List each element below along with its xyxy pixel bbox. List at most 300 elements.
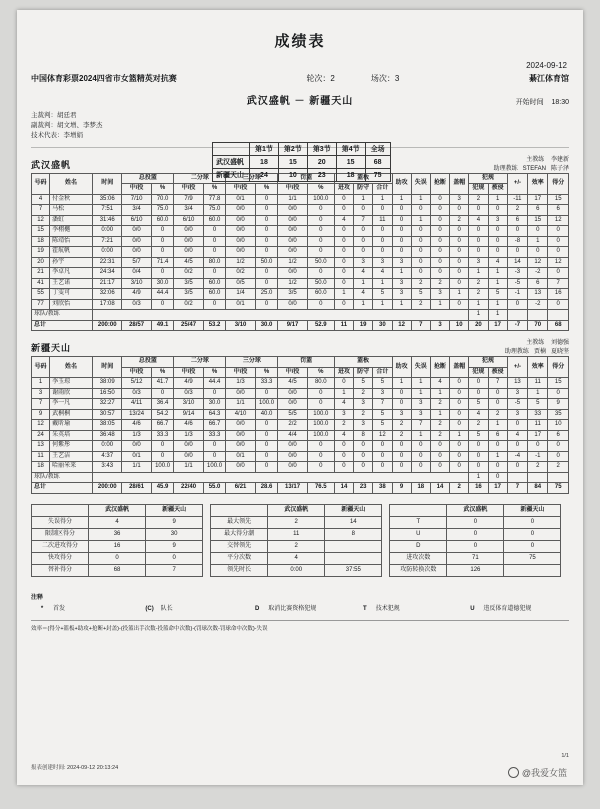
cell-fgp: 54.2 — [151, 409, 174, 420]
h2-fg: 总投篮 — [122, 357, 174, 368]
h-blk: 盖帽 — [450, 173, 469, 194]
cell-stl: 0 — [430, 451, 449, 462]
sum-cell-a: 2 — [268, 516, 325, 528]
cell-threep: 0 — [255, 194, 278, 205]
table-header-row — [213, 143, 391, 156]
sum-cell-a: 36 — [89, 528, 146, 540]
cell-pm: -11 — [507, 194, 527, 205]
cell-pm: 0 — [507, 299, 527, 310]
cell-fgp: 100.0 — [151, 462, 174, 473]
cell-blk: 0 — [450, 409, 469, 420]
table-header-row — [32, 504, 203, 516]
cell-fgp: 0 — [151, 451, 174, 462]
table-row — [32, 420, 569, 431]
sum-cell-label: 平分次数 — [211, 552, 268, 564]
h2-drb: 防守 — [354, 367, 373, 378]
referee-assistants: 副裁判：胡文增、李梦杰 — [31, 122, 103, 130]
legend-text: 首发 — [53, 605, 66, 612]
away-assistant-2: 夏晓坚 — [550, 348, 569, 355]
cell-pm: -4 — [507, 451, 527, 462]
cell-pm: -3 — [507, 268, 527, 279]
cell-ft: 5/5 — [278, 409, 307, 420]
cell-three: 0/0 — [226, 430, 255, 441]
cell-min: 16:50 — [93, 388, 122, 399]
cell-ast: 0 — [392, 441, 411, 452]
staff-row-empty — [507, 472, 527, 483]
totals-drb: 23 — [354, 483, 373, 494]
cell-no: 9 — [32, 409, 50, 420]
h-2p-ma: 中/投 — [174, 184, 203, 195]
round-label: 轮次：2 — [306, 74, 335, 83]
cell-trb: 7 — [373, 399, 392, 410]
totals-ftp: 76.5 — [307, 483, 334, 494]
sb-q4-0: 15 — [336, 156, 365, 169]
cell-to: 0 — [411, 268, 430, 279]
cell-ast: 3 — [392, 257, 411, 268]
cell-to: 0 — [411, 236, 430, 247]
cell-name: 谢雨欣 — [50, 388, 93, 399]
cell-ftp: 0 — [307, 268, 334, 279]
cell-to: 1 — [411, 430, 430, 441]
cell-threep: 0 — [255, 278, 278, 289]
cell-drb: 3 — [354, 399, 373, 410]
cell-three: 0/1 — [226, 194, 255, 205]
h2-eff: 效率 — [528, 357, 548, 378]
cell-fg: 5/12 — [122, 378, 151, 389]
h-ft-ma: 中/投 — [278, 184, 307, 195]
cell-ft: 0/0 — [278, 299, 307, 310]
cell-trb: 0 — [373, 451, 392, 462]
totals-row — [32, 320, 569, 331]
sum-cell-a: 71 — [447, 552, 504, 564]
cell-orb: 0 — [334, 299, 353, 310]
cell-ast: 0 — [392, 215, 411, 226]
table-row — [211, 552, 382, 564]
staff-row-blank — [93, 310, 469, 321]
cell-three: 4/10 — [226, 409, 255, 420]
cell-threep: 0 — [255, 205, 278, 216]
cell-ast: 0 — [392, 205, 411, 216]
sum-cell-a: 0 — [447, 516, 504, 528]
cell-ftp: 100.0 — [307, 430, 334, 441]
totals-pm: -7 — [507, 320, 527, 331]
staff-row-empty — [548, 472, 569, 483]
cell-fgp: 0 — [151, 247, 174, 258]
sum-header — [390, 504, 447, 516]
cell-ftp: 0 — [307, 462, 334, 473]
cell-two: 0/0 — [174, 226, 203, 237]
staff-row-pf: 1 — [469, 310, 488, 321]
weibo-icon — [508, 767, 519, 778]
cell-threep: 0 — [255, 441, 278, 452]
totals-to: 7 — [411, 320, 430, 331]
cell-eff: -1 — [528, 451, 548, 462]
cell-ft: 0/0 — [278, 441, 307, 452]
cell-drb: 1 — [354, 278, 373, 289]
staff-row-empty — [528, 472, 548, 483]
cell-eff: 15 — [528, 215, 548, 226]
cell-drb: 4 — [354, 289, 373, 300]
cell-pts: 15 — [548, 194, 569, 205]
cell-blk: 0 — [450, 257, 469, 268]
sb-total-0: 68 — [365, 156, 390, 169]
cell-two: 0/0 — [174, 451, 203, 462]
cell-three: 0/0 — [226, 205, 255, 216]
table-row — [32, 378, 569, 389]
h2-3p-ma: 中/投 — [226, 367, 255, 378]
h-reb: 篮板 — [334, 173, 392, 184]
sb-h-0 — [213, 143, 250, 156]
cell-orb: 2 — [334, 420, 353, 431]
h-stl: 抢断 — [430, 173, 449, 194]
sum-cell-label: 限制区得分 — [32, 528, 89, 540]
cell-pts: 12 — [548, 215, 569, 226]
sum-header — [211, 504, 268, 516]
cell-pf: 1 — [469, 268, 488, 279]
legend-text: 违反体育道德犯规 — [483, 605, 532, 612]
cell-fgp: 71.4 — [151, 257, 174, 268]
cell-pts: 0 — [548, 388, 569, 399]
cell-twop: 0 — [203, 388, 226, 399]
sum-cell-a: 11 — [268, 528, 325, 540]
cell-pf: 0 — [469, 247, 488, 258]
cell-trb: 0 — [373, 226, 392, 237]
cell-three: 1/3 — [226, 378, 255, 389]
cell-drb: 0 — [354, 205, 373, 216]
cell-ft: 1/2 — [278, 257, 307, 268]
officials-list — [31, 111, 569, 141]
h-ast: 助攻 — [392, 173, 411, 194]
totals-pts: 75 — [548, 483, 569, 494]
cell-eff: 11 — [528, 378, 548, 389]
cell-three: 0/5 — [226, 278, 255, 289]
totals-fgp: 45.9 — [151, 483, 174, 494]
cell-fgp: 30.0 — [151, 278, 174, 289]
sum-header — [32, 504, 89, 516]
home-head-coach: 李建新 — [550, 157, 569, 164]
sum-cell-b: 0 — [146, 552, 203, 564]
sum-cell-label: 最大得分潮 — [211, 528, 268, 540]
cell-eff: 1 — [528, 236, 548, 247]
cell-pf: 4 — [469, 215, 488, 226]
cell-to: 0 — [411, 451, 430, 462]
cell-threep: 100.0 — [255, 399, 278, 410]
cell-orb: 0 — [334, 451, 353, 462]
totals-fg: 28/61 — [122, 483, 151, 494]
cell-two: 1/1 — [174, 462, 203, 473]
cell-twop: 0 — [203, 268, 226, 279]
totals-two: 25/47 — [174, 320, 203, 331]
cell-two: 3/5 — [174, 278, 203, 289]
table-row — [32, 528, 203, 540]
cell-stl: 3 — [430, 289, 449, 300]
table-row — [32, 289, 569, 300]
cell-name: 丁雯可 — [50, 289, 93, 300]
cell-trb: 12 — [373, 430, 392, 441]
cell-no: 18 — [32, 462, 50, 473]
h2-trb: 合计 — [373, 367, 392, 378]
legend-text: 取消比赛资格犯规 — [268, 605, 317, 612]
sb-q1-0: 18 — [250, 156, 279, 169]
cell-pfd: 1 — [488, 278, 507, 289]
cell-eff: 6 — [528, 205, 548, 216]
cell-no: 3 — [32, 388, 50, 399]
cell-three: 0/2 — [226, 268, 255, 279]
cell-pf: 1 — [469, 299, 488, 310]
cell-three: 1/2 — [226, 257, 255, 268]
sum-cell-a: 0 — [447, 540, 504, 552]
cell-threep: 0 — [255, 430, 278, 441]
h-fg-ma: 中/投 — [122, 184, 151, 195]
table-row — [32, 257, 569, 268]
cell-two: 0/2 — [174, 268, 203, 279]
cell-stl: 0 — [430, 462, 449, 473]
cell-ast: 3 — [392, 289, 411, 300]
sum-cell-b: 7 — [146, 564, 203, 576]
table-row — [211, 564, 382, 576]
cell-drb: 7 — [354, 215, 373, 226]
cell-no: 1 — [32, 378, 50, 389]
cell-twop: 80.0 — [203, 257, 226, 268]
cell-min: 17:08 — [93, 299, 122, 310]
cell-trb: 3 — [373, 257, 392, 268]
cell-min: 0:00 — [93, 226, 122, 237]
boxscore-body-home — [32, 194, 569, 331]
cell-fg: 13/24 — [122, 409, 151, 420]
cell-twop: 0 — [203, 247, 226, 258]
cell-two: 4/6 — [174, 420, 203, 431]
cell-twop: 44.4 — [203, 378, 226, 389]
cell-pts: 9 — [548, 399, 569, 410]
table-row — [32, 268, 569, 279]
h-orb: 进攻 — [334, 184, 353, 195]
h2-to: 失误 — [411, 357, 430, 378]
cell-ast: 3 — [392, 278, 411, 289]
staff-row-blank — [93, 472, 469, 483]
cell-eff: 17 — [528, 430, 548, 441]
cell-eff: 12 — [528, 257, 548, 268]
cell-ftp: 0 — [307, 205, 334, 216]
totals-fg: 28/57 — [122, 320, 151, 331]
legend-symbol: * — [40, 605, 44, 612]
cell-two: 4/9 — [174, 378, 203, 389]
cell-blk: 0 — [450, 441, 469, 452]
cell-name: 何紫彤 — [50, 441, 93, 452]
h-min: 时间 — [93, 173, 122, 194]
cell-pts: 0 — [548, 226, 569, 237]
sum-cell-b: 0 — [504, 528, 561, 540]
h-2p: 二分球 — [174, 173, 226, 184]
staff-row-pf: 1 — [469, 472, 488, 483]
cell-trb: 0 — [373, 236, 392, 247]
cell-pm: 6 — [507, 215, 527, 226]
cell-fg: 6/10 — [122, 215, 151, 226]
table-row — [213, 169, 391, 182]
watermark — [508, 766, 567, 779]
cell-ast: 3 — [392, 409, 411, 420]
table-row — [32, 194, 569, 205]
cell-no: 12 — [32, 420, 50, 431]
sum-header: 新疆天山 — [504, 504, 561, 516]
table-row — [390, 516, 561, 528]
totals-fgp: 49.1 — [151, 320, 174, 331]
cell-to: 5 — [411, 289, 430, 300]
h2-ft-pct: % — [307, 367, 334, 378]
cell-drb: 0 — [354, 441, 373, 452]
sb-q2-0: 15 — [278, 156, 307, 169]
h-drb: 防守 — [354, 184, 373, 195]
cell-fg: 1/1 — [122, 462, 151, 473]
referee-chief: 主裁判：胡廷君 — [31, 112, 77, 119]
cell-pfd: 5 — [488, 289, 507, 300]
cell-twop: 60.0 — [203, 289, 226, 300]
cell-pm: 0 — [507, 462, 527, 473]
cell-fg: 0/0 — [122, 226, 151, 237]
cell-ast: 1 — [392, 378, 411, 389]
cell-name: 李玉琼 — [50, 378, 93, 389]
cell-orb: 1 — [334, 289, 353, 300]
h2-2p: 二分球 — [174, 357, 226, 368]
cell-name: 霍航帆 — [50, 247, 93, 258]
legend-symbol: U — [470, 605, 475, 612]
sb-q1-1: 24 — [250, 169, 279, 182]
sum-cell-b — [504, 564, 561, 576]
cell-fg: 0/3 — [122, 299, 151, 310]
cell-fg: 4/11 — [122, 399, 151, 410]
cell-no: 20 — [32, 257, 50, 268]
cell-min: 22:31 — [93, 257, 122, 268]
sum-header: 武汉盛帆 — [447, 504, 504, 516]
cell-eff: 17 — [528, 194, 548, 205]
cell-stl: 0 — [430, 236, 449, 247]
cell-blk: 2 — [450, 215, 469, 226]
cell-pts: 16 — [548, 289, 569, 300]
sum-cell-label: U — [390, 528, 447, 540]
cell-two: 0/3 — [174, 388, 203, 399]
table-row — [32, 516, 203, 528]
cell-orb: 0 — [334, 247, 353, 258]
cell-pm: 14 — [507, 257, 527, 268]
cell-no: 18 — [32, 236, 50, 247]
cell-pm: 0 — [507, 441, 527, 452]
cell-two: 0/0 — [174, 236, 203, 247]
table-row — [32, 409, 569, 420]
cell-threep: 0 — [255, 451, 278, 462]
h-pm: +/- — [507, 173, 527, 194]
cell-pm: 3 — [507, 388, 527, 399]
cell-ft: 4/5 — [278, 378, 307, 389]
staff-row-pfd: 1 — [488, 310, 507, 321]
venue-name: 綦江体育馆 — [528, 74, 569, 83]
cell-pfd: 1 — [488, 420, 507, 431]
away-head-coach: 刘德强 — [550, 340, 569, 347]
totals-to: 18 — [411, 483, 430, 494]
table-row — [32, 462, 569, 473]
cell-orb: 4 — [334, 399, 353, 410]
cell-name: 陈靖怡 — [50, 236, 93, 247]
totals-blk: 2 — [450, 483, 469, 494]
cell-twop: 0 — [203, 299, 226, 310]
cell-no: 21 — [32, 268, 50, 279]
cell-two: 6/10 — [174, 215, 203, 226]
legend-symbol: T — [362, 605, 367, 612]
cell-threep: 25.0 — [255, 289, 278, 300]
cell-eff: 0 — [528, 441, 548, 452]
cell-pfd: 1 — [488, 451, 507, 462]
away-assistant-label: 助理教练 — [504, 348, 529, 355]
cell-ast: 0 — [392, 399, 411, 410]
sum-cell-label: 进攻次数 — [390, 552, 447, 564]
cell-drb: 4 — [354, 268, 373, 279]
sum-cell-label: D — [390, 540, 447, 552]
table-row — [390, 564, 561, 576]
cell-ft: 0/0 — [278, 247, 307, 258]
page-title: 成绩表 — [274, 33, 326, 50]
cell-pm: -5 — [507, 278, 527, 289]
cell-blk: 1 — [450, 289, 469, 300]
table-row — [32, 388, 569, 399]
cell-stl: 1 — [430, 299, 449, 310]
legend-text: 队长 — [160, 605, 173, 612]
cell-ft: 0/0 — [278, 462, 307, 473]
cell-name: 戴昕瑜 — [50, 420, 93, 431]
h2-2p-pct: % — [203, 367, 226, 378]
cell-stl: 0 — [430, 247, 449, 258]
totals-orb: 11 — [334, 320, 353, 331]
cell-three: 0/0 — [226, 247, 255, 258]
cell-to: 0 — [411, 226, 430, 237]
cell-ftp: 0 — [307, 226, 334, 237]
table-row — [213, 156, 391, 169]
cell-pfd: 0 — [488, 399, 507, 410]
cell-threep: 50.0 — [255, 257, 278, 268]
totals-twop: 55.0 — [203, 483, 226, 494]
boxscore-table-away — [31, 356, 569, 494]
h2-ast: 助攻 — [392, 357, 411, 378]
cell-min: 30:57 — [93, 409, 122, 420]
totals-ast: 12 — [392, 320, 411, 331]
totals-label: 总计 — [32, 483, 93, 494]
cell-pm: -8 — [507, 236, 527, 247]
cell-to: 1 — [411, 194, 430, 205]
cell-trb: 1 — [373, 278, 392, 289]
cell-name: 李卓凡 — [50, 268, 93, 279]
totals-three: 6/21 — [226, 483, 255, 494]
legend-title: 注释 — [31, 594, 44, 601]
sb-q2-1: 10 — [278, 169, 307, 182]
technical-delegate: 技术代表：李增娟 — [31, 132, 83, 140]
page-number: 1/1 — [561, 753, 569, 759]
totals-ft: 13/17 — [278, 483, 307, 494]
cell-eff: 11 — [528, 420, 548, 431]
cell-fg: 0/3 — [122, 388, 151, 399]
totals-ast: 9 — [392, 483, 411, 494]
cell-no: 12 — [32, 215, 50, 226]
cell-no: 41 — [32, 278, 50, 289]
cell-ftp: 0 — [307, 441, 334, 452]
totals-two: 22/40 — [174, 483, 203, 494]
sb-team-0: 武汉盛帆 — [213, 156, 250, 169]
cell-ftp: 0 — [307, 388, 334, 399]
cell-stl: 2 — [430, 278, 449, 289]
cell-twop: 0 — [203, 451, 226, 462]
cell-fgp: 33.3 — [151, 430, 174, 441]
cell-fgp: 44.4 — [151, 289, 174, 300]
cell-pm: 0 — [507, 226, 527, 237]
cell-two: 3/10 — [174, 399, 203, 410]
cell-three: 0/0 — [226, 388, 255, 399]
cell-drb: 3 — [354, 420, 373, 431]
